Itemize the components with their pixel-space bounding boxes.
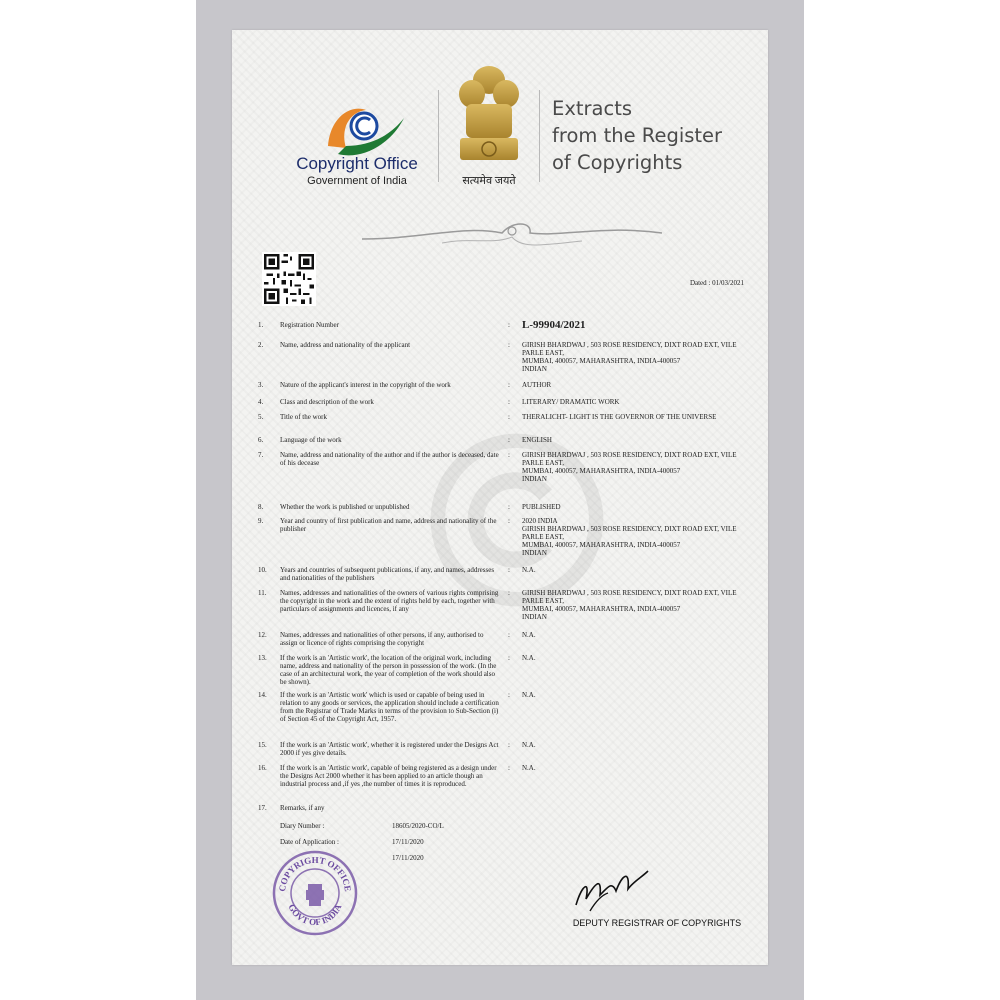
diary-number-value: 18605/2020-CO/L: [392, 822, 444, 830]
entry-label: Name, address and nationality of the applicant: [280, 341, 411, 349]
entry-value: 2020 INDIA GIRISH BHARDWAJ , 503 ROSE RESIDENCY, DIXT ROAD EXT, VILE PARLE EAST, MUMBAI, 400057, MAHARASHTRA, INDIA-400057 INDIAN: [522, 517, 737, 557]
entry-label: Year and country of first publication and name, address and nationality of the publisher: [280, 517, 497, 533]
register-heading-line-1: Extracts: [552, 97, 632, 120]
registrar-signature: [572, 855, 662, 915]
office-subtitle: Government of India: [307, 175, 407, 187]
entry-label: Registration Number: [280, 321, 339, 329]
entry-number: 14.: [258, 691, 267, 699]
entry-separator: :: [508, 631, 510, 639]
state-emblem-icon: [454, 60, 524, 170]
header-divider-left: [438, 90, 439, 182]
entry-value: LITERARY/ DRAMATIC WORK: [522, 398, 620, 406]
entry-separator: :: [508, 589, 510, 597]
entry-value: THERALICHT- LIGHT IS THE GOVERNOR OF THE UNIVERSE: [522, 413, 717, 421]
entry-label: If the work is an 'Artistic work', whether it is registered under the Designs Act 2000 if yes give details.: [280, 741, 499, 757]
entry-label: Years and countries of subsequent publications, if any, and names, addresses and nationalities of the publishers: [280, 566, 495, 582]
seal-bottom-text: GOVT OF INDIA: [286, 902, 344, 928]
entry-label: If the work is an 'Artistic work' which is used or capable of being used in relation to any goods or services, the application should include a certification from the Registrar of Trade Marks in terms of the provision to Sub-Section (i) of Section 45 of the Copyright Act, 1957.: [280, 691, 499, 723]
entry-label: Whether the work is published or unpublished: [280, 503, 410, 511]
entry-number: 10.: [258, 566, 267, 574]
register-heading: [552, 95, 762, 176]
seal-top-text: COPYRIGHT OFFICE: [276, 854, 354, 893]
entry-label: Name, address and nationality of the author and if the author is deceased, date of his decease: [280, 451, 499, 467]
entry-value: PUBLISHED: [522, 503, 561, 511]
entry-label: Nature of the applicant's interest in the copyright of the work: [280, 381, 451, 389]
entry-separator: :: [508, 654, 510, 662]
entry-number: 17.: [258, 804, 267, 812]
date-of-application-value: 17/11/2020: [392, 838, 424, 846]
entry-value: GIRISH BHARDWAJ , 503 ROSE RESIDENCY, DIXT ROAD EXT, VILE PARLE EAST, MUMBAI, 400057, MAHARASHTRA, INDIA-400057 INDIAN: [522, 341, 737, 373]
entry-separator: :: [508, 398, 510, 406]
entry-label: If the work is an 'Artistic work', capable of being registered as a design under the Designs Act 2000 whether it has been applied to an article though an industrial process and ,if yes ,the number of times it is reproduced.: [280, 764, 497, 788]
entry-number: 15.: [258, 741, 267, 749]
entry-number: 4.: [258, 398, 264, 406]
entry-value: N.A.: [522, 691, 536, 699]
entry-separator: :: [508, 341, 510, 349]
entry-value: N.A.: [522, 631, 536, 639]
entry-number: 11.: [258, 589, 267, 597]
qr-code: [262, 252, 316, 306]
entry-separator: :: [508, 451, 510, 459]
entry-number: 13.: [258, 654, 267, 662]
register-heading-line-3: of Copyrights: [552, 151, 683, 174]
entry-value: N.A.: [522, 654, 536, 662]
certificate-sheet: [232, 30, 768, 965]
entry-separator: :: [508, 503, 510, 511]
entry-separator: :: [508, 517, 510, 525]
entry-number: 12.: [258, 631, 267, 639]
entry-label: Title of the work: [280, 413, 327, 421]
entry-value: N.A.: [522, 764, 536, 772]
entry-separator: :: [508, 436, 510, 444]
entry-number: 1.: [258, 321, 264, 329]
entry-number: 16.: [258, 764, 267, 772]
entry-value: N.A.: [522, 741, 536, 749]
entry-separator: :: [508, 741, 510, 749]
entry-separator: :: [508, 764, 510, 772]
entry-label: Remarks, if any: [280, 804, 325, 812]
dated-text: Dated : 01/03/2021: [689, 279, 744, 287]
entry-separator: :: [508, 691, 510, 699]
entry-number: 8.: [258, 503, 264, 511]
entry-number: 6.: [258, 436, 264, 444]
entry-value: N.A.: [522, 566, 536, 574]
entry-value: GIRISH BHARDWAJ , 503 ROSE RESIDENCY, DIXT ROAD EXT, VILE PARLE EAST, MUMBAI, 400057, MAHARASHTRA, INDIA-400057 INDIAN: [522, 589, 737, 621]
entry-number: 5.: [258, 413, 264, 421]
register-heading-line-2: from the Register: [552, 124, 723, 147]
entry-value: GIRISH BHARDWAJ , 503 ROSE RESIDENCY, DIXT ROAD EXT, VILE PARLE EAST, MUMBAI, 400057, MAHARASHTRA, INDIA-400057 INDIAN: [522, 451, 737, 483]
diary-number-label: Diary Number :: [280, 822, 325, 830]
entry-separator: :: [508, 381, 510, 389]
entry-value: ENGLISH: [522, 436, 552, 444]
entry-label: Names, addresses and nationalities of the owners of various rights comprising the copyright in the work and the extent of rights held by each, together with particulars of assignments and licences, if any: [280, 589, 499, 613]
entry-number: 3.: [258, 381, 264, 389]
entry-number: 9.: [258, 517, 264, 525]
entry-separator: :: [508, 566, 510, 574]
decorative-flourish: [362, 215, 662, 251]
entry-number: 2.: [258, 341, 264, 349]
signatory-title: DEPUTY REGISTRAR OF COPYRIGHTS: [572, 918, 742, 928]
copyright-office-seal: [272, 850, 358, 936]
registration-number: L-99904/2021: [522, 319, 586, 331]
date-of-application-label: Date of Application :: [280, 838, 339, 846]
entry-separator: :: [508, 413, 510, 421]
emblem-motto: सत्यमेव जयते: [462, 175, 516, 187]
header-divider-right: [539, 90, 540, 182]
entry-value: AUTHOR: [522, 381, 552, 389]
entry-label: Class and description of the work: [280, 398, 374, 406]
entry-number: 7.: [258, 451, 264, 459]
entry-label: If the work is an 'Artistic work', the location of the original work, including name, address and nationality of the person in possession of the work. (In the case of an architectural work, the year of completion of the work should also be shown).: [280, 654, 497, 686]
office-title: Copyright Office: [296, 154, 418, 173]
date-value-2: 17/11/2020: [392, 854, 424, 862]
entry-label: Language of the work: [280, 436, 342, 444]
entry-label: Names, addresses and nationalities of other persons, if any, authorised to assign or licence of rights comprising the copyright: [280, 631, 484, 647]
entry-separator: :: [508, 321, 510, 329]
